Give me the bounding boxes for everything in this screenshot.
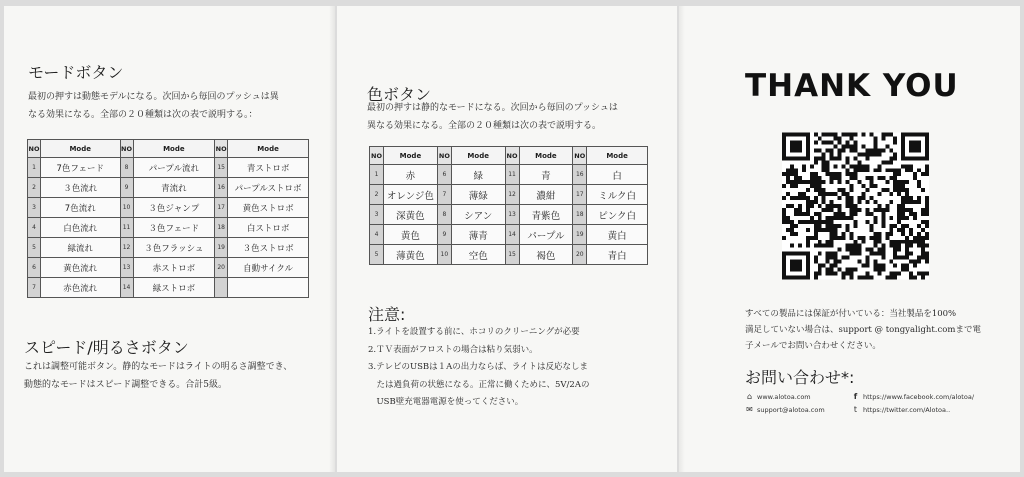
cell-no: 17 (573, 185, 587, 205)
mode-table-row (28, 238, 309, 258)
cell-no: 19 (573, 225, 587, 245)
cell-no: 13 (120, 258, 133, 278)
col-no: NO (28, 140, 41, 158)
col-no: NO (120, 140, 133, 158)
cell-no: 3 (28, 198, 41, 218)
cell-mode: オレンジ色 (383, 185, 437, 205)
col-mode: Mode (587, 147, 648, 165)
col-no: NO (215, 140, 228, 158)
col-mode: Mode (40, 140, 120, 158)
speed-desc-line: 動態的なモードはスピード調整できる。合計5級。 (24, 380, 228, 390)
cell-no: 20 (573, 245, 587, 265)
mode-button-description (28, 88, 279, 124)
cell-mode: 白 (587, 165, 648, 185)
cell-no: 18 (573, 205, 587, 225)
cell-no: 3 (370, 205, 384, 225)
cell-no: 12 (505, 185, 519, 205)
cell-no: 2 (370, 185, 384, 205)
cell-mode: シアン (451, 205, 505, 225)
color-table (369, 146, 648, 265)
cell-mode: 赤色流れ (40, 278, 120, 298)
cell-mode: 7色フェード (40, 158, 120, 178)
cell-mode: 薄緑 (451, 185, 505, 205)
mode-table-row (28, 218, 309, 238)
warranty-line: すべての製品には保証が付いている：当社製品を100% (745, 309, 957, 319)
cell-mode: ピンク白 (587, 205, 648, 225)
cell-mode: ３色ジャンプ (133, 198, 215, 218)
mode-desc-line: なる効果になる。全部の２０種類は次の表で説明する。： (28, 110, 258, 120)
cell-no (215, 278, 228, 298)
cell-mode: 青 (519, 165, 573, 185)
cell-mode: 緑流れ (40, 238, 120, 258)
color-table-row (370, 165, 648, 185)
cell-no: 1 (370, 165, 384, 185)
speed-brightness-description (24, 358, 292, 394)
attention-list (368, 324, 589, 412)
fold-shadow (679, 6, 685, 472)
cell-mode: ３色流れ (40, 178, 120, 198)
cell-no: 15 (215, 158, 228, 178)
cell-mode: 青流れ (133, 178, 215, 198)
col-no: NO (437, 147, 451, 165)
cell-mode: 赤ストロボ (133, 258, 215, 278)
col-mode: Mode (519, 147, 573, 165)
contact-twitter[interactable] (851, 405, 950, 414)
cell-mode: ３色フラッシュ (133, 238, 215, 258)
mode-table-row (28, 278, 309, 298)
cell-no: 12 (120, 238, 133, 258)
cell-mode: 白ストロボ (228, 218, 309, 238)
cell-mode: 白色流れ (40, 218, 120, 238)
color-desc-line: 最初の押すは静的なモードになる。次回から毎回のプッシュは (367, 103, 618, 113)
color-table-row (370, 205, 648, 225)
cell-mode: 黄白 (587, 225, 648, 245)
cell-mode: 自動サイクル (228, 258, 309, 278)
attention-item: 2.ＴＶ表面がフロストの場合は粘り気弱い。 (368, 344, 538, 355)
color-table-row (370, 245, 648, 265)
cell-no: 4 (370, 225, 384, 245)
cell-no: 5 (28, 238, 41, 258)
cell-no: 10 (437, 245, 451, 265)
cell-mode: 緑 (451, 165, 505, 185)
cell-no: 11 (505, 165, 519, 185)
cell-no: 4 (28, 218, 41, 238)
cell-mode: 薄青 (451, 225, 505, 245)
attention-title: 注意: (368, 305, 406, 324)
panel-mode-speed (4, 6, 335, 472)
cell-mode: 黄色ストロボ (228, 198, 309, 218)
twitter-icon: t (853, 405, 858, 414)
facebook-icon: f (853, 392, 858, 401)
cell-no: 20 (215, 258, 228, 278)
cell-no: 1 (28, 158, 41, 178)
panel-thank-you (679, 6, 1020, 472)
contact-facebook-text: https://www.facebook.com/alotoa/ (863, 392, 975, 401)
cell-no: 5 (370, 245, 384, 265)
color-table-row (370, 225, 648, 245)
warranty-line: 子メールでお問い合わせください。 (745, 341, 881, 351)
cell-no: 19 (215, 238, 228, 258)
thank-you-title: THANK YOU (745, 68, 959, 104)
color-desc-line: 異なる効果になる。全部の２０種類は次の表で説明する。 (367, 121, 602, 131)
cell-no: 15 (505, 245, 519, 265)
warranty-text (745, 306, 981, 354)
cell-mode: 深黄色 (383, 205, 437, 225)
cell-no: 7 (437, 185, 451, 205)
cell-mode: ３色ストロボ (228, 238, 309, 258)
cell-no: 6 (28, 258, 41, 278)
speed-brightness-title: スピード/明るさボタン (24, 338, 189, 357)
cell-no: 11 (120, 218, 133, 238)
attention-item: たは過負荷の状態になる。正常に働くために、5V/2Aの (368, 379, 590, 390)
cell-mode: 青白 (587, 245, 648, 265)
cell-no: 9 (120, 178, 133, 198)
fold-shadow (329, 6, 335, 472)
contact-email[interactable] (745, 405, 825, 414)
attention-item: USB壁充電器電源を使ってください。 (368, 397, 524, 407)
cell-mode: ミルク白 (587, 185, 648, 205)
cell-no: 16 (573, 165, 587, 185)
cell-mode: パープル流れ (133, 158, 215, 178)
cell-no: 7 (28, 278, 41, 298)
cell-mode (228, 278, 309, 298)
mode-table-header (28, 140, 309, 158)
attention-item: 3.テレビのUSBは１Aの出力ならば、ライトは反応なしま (368, 362, 589, 372)
col-no: NO (505, 147, 519, 165)
mode-table-row (28, 198, 309, 218)
cell-mode: パープル (519, 225, 573, 245)
cell-no: 14 (120, 278, 133, 298)
col-mode: Mode (451, 147, 505, 165)
color-table-header (370, 147, 648, 165)
cell-no: 16 (215, 178, 228, 198)
mode-table-row (28, 158, 309, 178)
col-no: NO (370, 147, 384, 165)
col-mode: Mode (133, 140, 215, 158)
cell-mode: 黄色 (383, 225, 437, 245)
mode-desc-line: 最初の押すは動態モデルになる。次回から毎回のプッシュは異 (28, 92, 279, 102)
cell-no: 8 (120, 158, 133, 178)
cell-mode: 青ストロボ (228, 158, 309, 178)
cell-no: 6 (437, 165, 451, 185)
mode-table (27, 139, 309, 298)
panel-color-attention (337, 6, 677, 472)
home-icon: ⌂ (746, 392, 753, 401)
cell-mode: パープルストロボ (228, 178, 309, 198)
col-no: NO (573, 147, 587, 165)
warranty-line: 満足していない場合は、support @ tongyalight.comまで電 (745, 325, 981, 335)
mode-table-row (28, 178, 309, 198)
cell-mode: 空色 (451, 245, 505, 265)
cell-mode: 薄黄色 (383, 245, 437, 265)
col-mode: Mode (228, 140, 309, 158)
cell-no: 10 (120, 198, 133, 218)
contact-email-text: support@alotoa.com (757, 405, 825, 414)
mail-icon: ✉ (746, 405, 753, 414)
cell-mode: 7色流れ (40, 198, 120, 218)
cell-mode: 黄色流れ (40, 258, 120, 278)
cell-no: 14 (505, 225, 519, 245)
cell-mode: 赤 (383, 165, 437, 185)
speed-desc-line: これは調整可能ボタン。静的なモードはライトの明るさ調整でき、 (24, 362, 293, 372)
contact-title: お問い合わせ*: (745, 368, 855, 387)
contact-facebook[interactable] (851, 392, 974, 401)
mode-table-row (28, 258, 309, 278)
contact-twitter-text: https://twitter.com/Alotoa.. (863, 405, 951, 414)
cell-no: 8 (437, 205, 451, 225)
cell-no: 18 (215, 218, 228, 238)
contact-web[interactable] (745, 392, 811, 401)
mode-button-title: モードボタン (28, 63, 124, 82)
cell-no: 9 (437, 225, 451, 245)
color-button-title: 色ボタン (367, 85, 432, 104)
color-button-description (367, 99, 618, 135)
col-mode: Mode (383, 147, 437, 165)
qr-code[interactable] (782, 132, 929, 280)
cell-mode: 褐色 (519, 245, 573, 265)
cell-mode: 濃紺 (519, 185, 573, 205)
cell-mode: ３色フェード (133, 218, 215, 238)
cell-mode: 青紫色 (519, 205, 573, 225)
attention-item: 1.ライトを設置する前に、ホコリのクリーニングが必要 (368, 327, 580, 337)
cell-no: 17 (215, 198, 228, 218)
contact-web-text: www.alotoa.com (757, 392, 811, 401)
color-table-row (370, 185, 648, 205)
cell-no: 13 (505, 205, 519, 225)
cell-no: 2 (28, 178, 41, 198)
cell-mode: 緑ストロボ (133, 278, 215, 298)
